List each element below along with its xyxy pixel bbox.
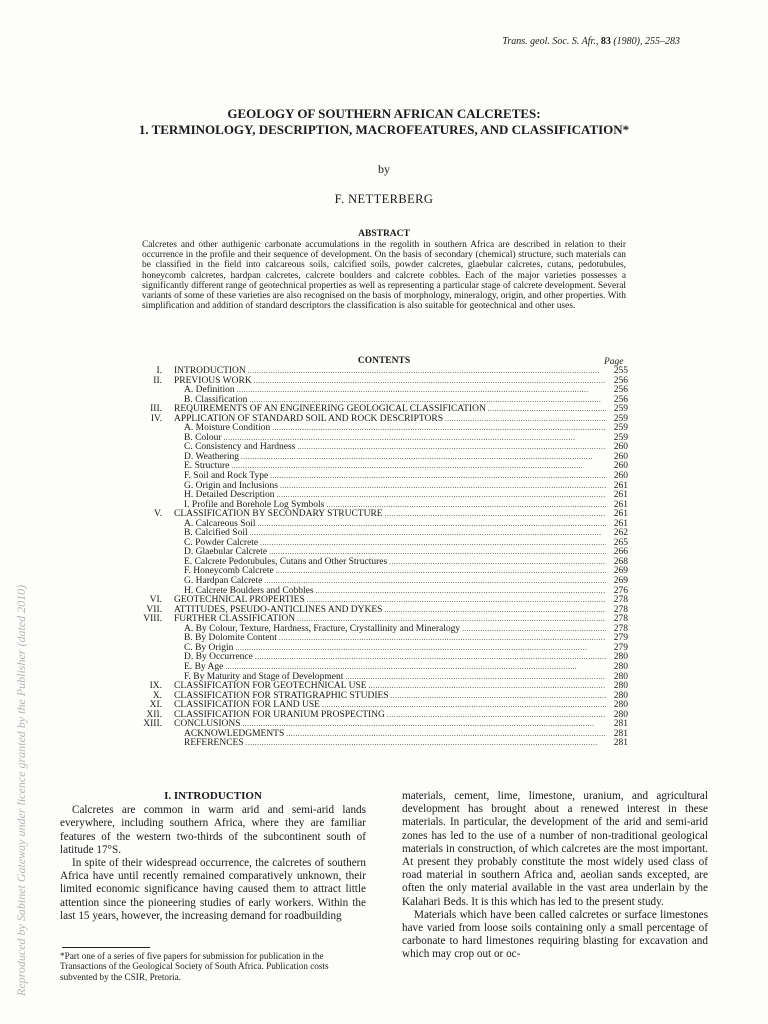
- toc-entry-page: 269: [613, 566, 628, 577]
- toc-leader-dots: [486, 405, 606, 415]
- author-name: F. NETTERBERG: [334, 192, 434, 206]
- toc-leader-dots: [246, 367, 606, 377]
- body-column-right: [402, 790, 708, 962]
- toc-entry-page: 259: [613, 404, 628, 415]
- toc-leader-dots: [460, 625, 606, 635]
- toc-entry-title: Profile and Borehole Log Symbols: [191, 499, 325, 510]
- toc-entry-page: 260: [613, 451, 628, 462]
- toc-entry-title: By Maturity and Stage of Development: [193, 671, 344, 682]
- toc-entry-letter: C.: [184, 442, 193, 453]
- toc-entry-page: 280: [613, 661, 628, 672]
- toc-entry-title: By Origin: [195, 642, 234, 653]
- toc-entry-letter: C.: [184, 537, 193, 548]
- toc-entry-title: CLASSIFICATION FOR LAND USE: [174, 700, 320, 711]
- paper-title: [0, 106, 768, 138]
- toc-entry-page: 259: [613, 423, 628, 434]
- toc-entry-page: 256: [613, 394, 628, 405]
- toc-entry-letter: B.: [184, 394, 193, 405]
- title-line-1: GEOLOGY OF SOUTHERN AFRICAN CALCRETES:: [227, 106, 541, 121]
- toc-entry-page: 279: [613, 633, 628, 644]
- toc-entry-title: CLASSIFICATION FOR GEOTECHNICAL USE: [174, 681, 367, 692]
- toc-entry-title: FURTHER CLASSIFICATION: [174, 614, 296, 625]
- toc-entry-title: INTRODUCTION: [174, 366, 246, 376]
- toc-entry-letter: F.: [184, 566, 191, 577]
- toc-entry-page: 279: [613, 642, 628, 653]
- toc-leader-dots: [443, 415, 606, 425]
- toc-entry-title: Honeycomb Calcrete: [193, 566, 274, 577]
- toc-leader-dots: [295, 443, 606, 453]
- toc-entry-title: CLASSIFICATION FOR URANIUM PROSPECTING: [174, 709, 385, 720]
- toc-entry: [136, 739, 628, 749]
- toc-entry-page: 281: [613, 728, 628, 739]
- toc-leader-dots: [235, 386, 606, 396]
- toc-entry-number: X.: [152, 690, 162, 701]
- toc-entry-letter: D.: [184, 547, 194, 558]
- table-of-contents: [136, 367, 628, 749]
- toc-entry-title: GEOTECHNICAL PROPERTIES: [174, 595, 305, 606]
- toc-entry-title: By Dolomite Content: [195, 633, 277, 644]
- toc-leader-dots: [244, 739, 606, 749]
- toc-entry-number: XIII.: [143, 719, 162, 730]
- toc-entry-title: Origin and Inclusions: [195, 480, 278, 491]
- body-paragraph: Calcretes are common in warm arid and semi-arid lands everywhere, including southern Africa, where they are familiar features of the western two-thirds of the subcontinent south of latitude 17°S.: [60, 804, 366, 856]
- toc-entry-page: 280: [613, 700, 628, 711]
- toc-leader-dots: [270, 424, 606, 434]
- toc-leader-dots: [241, 720, 606, 730]
- toc-entry-page: 280: [613, 690, 628, 701]
- toc-entry-letter: H.: [184, 490, 194, 501]
- section-heading: I. INTRODUCTION: [164, 790, 262, 802]
- toc-entry-page: 278: [613, 595, 628, 606]
- toc-entry-title: By Colour, Texture, Hardness, Fracture, Crystallinity and Mineralogy: [195, 623, 461, 634]
- toc-entry-page: 280: [613, 652, 628, 663]
- toc-entry-page: 261: [613, 480, 628, 491]
- toc-leader-dots: [367, 682, 606, 692]
- body-paragraph: In spite of their widespread occurrence, the calcretes of southern Africa have until recently remained comparatively unknown, their limited economic significance having caused them to attract little attention since the pioneering studies of early workers. Within the last 15 years, however, the increasing demand for roadbuilding: [60, 857, 366, 922]
- toc-leader-dots: [277, 634, 606, 644]
- toc-entry-page: 265: [613, 537, 628, 548]
- toc-entry-page: 261: [613, 499, 628, 510]
- toc-leader-dots: [258, 539, 606, 549]
- toc-entry-page: 260: [613, 471, 628, 482]
- toc-entry-page: 261: [613, 509, 628, 520]
- toc-entry-title: PREVIOUS WORK: [174, 375, 252, 386]
- toc-leader-dots: [229, 462, 606, 472]
- toc-entry-title: REFERENCES: [184, 738, 244, 749]
- toc-entry-title: Soil and Rock Type: [193, 471, 269, 482]
- journal-year-pages: (1980), 255–283: [613, 36, 680, 47]
- toc-entry-letter: B.: [184, 528, 193, 539]
- toc-entry-number: VII.: [146, 604, 162, 615]
- toc-entry-title: Calcrete Boulders and Cobbles: [195, 585, 314, 596]
- toc-entry-title: REQUIREMENTS OF AN ENGINEERING GEOLOGICAL CLASSIFICATION: [174, 404, 486, 415]
- toc-entry-letter: H.: [184, 585, 194, 596]
- byline: by: [378, 162, 390, 176]
- toc-entry-letter: B.: [184, 432, 193, 443]
- journal-volume: 83: [600, 36, 611, 47]
- toc-entry-letter: D.: [184, 451, 194, 462]
- toc-entry-number: V.: [153, 509, 162, 520]
- toc-entry-number: XI.: [149, 700, 162, 711]
- toc-entry-title: CLASSIFICATION BY SECONDARY STRUCTURE: [174, 509, 383, 520]
- toc-leader-dots: [239, 453, 606, 463]
- footnote: *Part one of a series of five papers for submission for publication in the Transactions of the Geological Society of South Africa. Publication costs subvented by the CSIR, Pretoria.: [60, 951, 329, 982]
- toc-entry-page: 278: [613, 614, 628, 625]
- toc-entry-page: 256: [613, 375, 628, 386]
- toc-entry-title: ACKNOWLEDGMENTS: [184, 728, 285, 739]
- toc-entry-letter: A.: [184, 623, 194, 634]
- toc-leader-dots: [382, 606, 606, 616]
- toc-entry-page: 259: [613, 413, 628, 424]
- toc-entry-letter: G.: [184, 480, 194, 491]
- toc-entry-number: I.: [156, 366, 162, 376]
- toc-entry-letter: E.: [184, 556, 193, 567]
- toc-leader-dots: [252, 377, 606, 387]
- toc-entry-page: 260: [613, 442, 628, 453]
- toc-entry-letter: A.: [184, 385, 194, 396]
- toc-entry-page: 281: [613, 738, 628, 749]
- toc-entry-number: VI.: [149, 595, 162, 606]
- footnote-divider: [62, 947, 150, 948]
- toc-entry-label: [172, 739, 244, 749]
- toc-entry-title: Classification: [195, 394, 248, 405]
- contents-page-heading: Page: [604, 357, 624, 367]
- toc-entry-number: II.: [153, 375, 162, 386]
- toc-entry-page: 260: [613, 461, 628, 472]
- toc-entry-page: 280: [613, 709, 628, 720]
- toc-entry-page: 255: [613, 366, 628, 376]
- toc-leader-dots: [385, 711, 606, 721]
- toc-entry-title: Definition: [195, 385, 235, 396]
- toc-entry-title: Glaebular Calcrete: [195, 547, 268, 558]
- journal-reference: [502, 36, 680, 47]
- toc-entry-title: Calcareous Soil: [195, 518, 256, 529]
- toc-entry-title: Calcified Soil: [195, 528, 248, 539]
- journal-name: Trans. geol. Soc. S. Afr.,: [502, 36, 599, 47]
- toc-entry-title: Consistency and Hardness: [195, 442, 296, 453]
- toc-entry-title: By Age: [194, 661, 224, 672]
- toc-leader-dots: [253, 653, 606, 663]
- toc-entry-number: IX.: [149, 681, 162, 692]
- toc-entry-letter: C.: [184, 642, 193, 653]
- toc-leader-dots: [233, 644, 606, 654]
- toc-leader-dots: [387, 558, 606, 568]
- toc-entry-page: 261: [613, 518, 628, 529]
- body-column-left: [60, 790, 366, 923]
- toc-entry-letter: E.: [184, 661, 193, 672]
- toc-entry-number: IV.: [150, 413, 162, 424]
- toc-entry-title: By Occurrence: [195, 652, 253, 663]
- toc-entry-number: VIII.: [143, 614, 162, 625]
- toc-entry-page: 280: [613, 681, 628, 692]
- toc-entry-letter: A.: [184, 518, 194, 529]
- toc-entry-letter: G.: [184, 576, 194, 587]
- toc-entry-title: Weathering: [195, 451, 240, 462]
- toc-leader-dots: [278, 482, 606, 492]
- toc-entry-title: Powder Calcrete: [195, 537, 259, 548]
- toc-entry-number: XII.: [146, 709, 162, 720]
- toc-entry-title: Detailed Description: [195, 490, 275, 501]
- toc-entry-title: Hardpan Calcrete: [195, 576, 263, 587]
- toc-entry-letter: A.: [184, 423, 194, 434]
- toc-entry-page: 266: [613, 547, 628, 558]
- toc-entry-page: 256: [613, 385, 628, 396]
- toc-leader-dots: [383, 510, 606, 520]
- toc-leader-dots: [284, 730, 606, 740]
- toc-entry-letter: I.: [184, 499, 190, 510]
- toc-entry-page: 269: [613, 576, 628, 587]
- toc-entry-title: CLASSIFICATION FOR STRATIGRAPHIC STUDIES: [174, 690, 389, 701]
- body-paragraph: materials, cement, lime, limestone, uranium, and agricultural development has brought about a renewed interest in these materials. In particular, the development of the arid and semi-arid zones has led to the use of a number of non-traditional geological materials in construction, of which calcretes are the most important. At present they probably constitute the most widely used class of road material in southern Africa and, aeolian sands excepted, are often the only material available in the vast area underlain by the Kalahari Beds. It is this which has led to the present study.: [402, 790, 708, 908]
- abstract-text: Calcretes and other authigenic carbonate accumulations in the regolith in southern Africa are described in relation to their occurrence in the profile and their sequence of development. On the basis of secondary (chemical) structure, such materials can be classified in the field into calcareous soils, calcified soils, powder calcretes, glaebular calcretes, cutans, pedotubules, honeycomb calcretes, hardpan calcretes, calcrete boulders and calcrete cobbles. Each of the major varieties possesses a significantly different range of geotechnical properties as well as representing a particular stage of calcrete development. Several variants of some of these varieties are also recognised on the basis of morphology, mineralogy, origin, and other properties. With simplification and addition of standard descriptors the classification is also suitable for geotechnical and other uses.: [142, 240, 626, 312]
- toc-entry-page: 281: [613, 719, 628, 730]
- toc-leader-dots: [274, 567, 606, 577]
- toc-entry-page: 262: [613, 528, 628, 539]
- title-line-2: 1. TERMINOLOGY, DESCRIPTION, MACROFEATURES, AND CLASSIFICATION*: [138, 122, 630, 137]
- toc-entry-title: Calcrete Pedotubules, Cutans and Other Structures: [194, 556, 388, 567]
- toc-leader-dots: [248, 529, 606, 539]
- toc-entry-letter: E.: [184, 461, 193, 472]
- toc-entry-title: Moisture Condition: [195, 423, 271, 434]
- body-paragraph: Materials which have been called calcretes or surface limestones have varied from loose soils containing only a small percentage of carbonate to hard limestones requiring blasting for excavation and which may crop out or oc-: [402, 908, 708, 961]
- toc-entry-page: 261: [613, 490, 628, 501]
- toc-entry-title: APPLICATION OF STANDARD SOIL AND ROCK DESCRIPTORS: [174, 413, 443, 424]
- toc-entry-letter: F.: [184, 471, 191, 482]
- copyright-watermark: Reproduced by Sabinet Gateway under licence granted by the Publisher (dated 2010): [14, 584, 28, 996]
- contents-heading: CONTENTS: [357, 356, 411, 366]
- toc-entry-page: 259: [613, 432, 628, 443]
- toc-entry-page: 278: [613, 604, 628, 615]
- toc-entry-page: 278: [613, 623, 628, 634]
- toc-entry-title: CONCLUSIONS: [174, 719, 241, 730]
- toc-entry-title: Structure: [194, 461, 230, 472]
- toc-entry-letter: B.: [184, 633, 193, 644]
- toc-leader-dots: [314, 587, 606, 597]
- toc-entry-page: 268: [613, 556, 628, 567]
- toc-leader-dots: [389, 692, 606, 702]
- toc-entry-letter: F.: [184, 671, 191, 682]
- toc-leader-dots: [343, 673, 606, 683]
- toc-leader-dots: [256, 520, 606, 530]
- toc-leader-dots: [268, 472, 606, 482]
- toc-entry-page: 276: [613, 585, 628, 596]
- toc-entry-number: III.: [150, 404, 162, 415]
- toc-entry-title: ATTITUDES, PSEUDO-ANTICLINES AND DYKES: [174, 604, 383, 615]
- toc-entry-page: 280: [613, 671, 628, 682]
- toc-entry-letter: D.: [184, 652, 194, 663]
- abstract-heading: ABSTRACT: [358, 229, 410, 239]
- toc-entry-title: Colour: [195, 432, 222, 443]
